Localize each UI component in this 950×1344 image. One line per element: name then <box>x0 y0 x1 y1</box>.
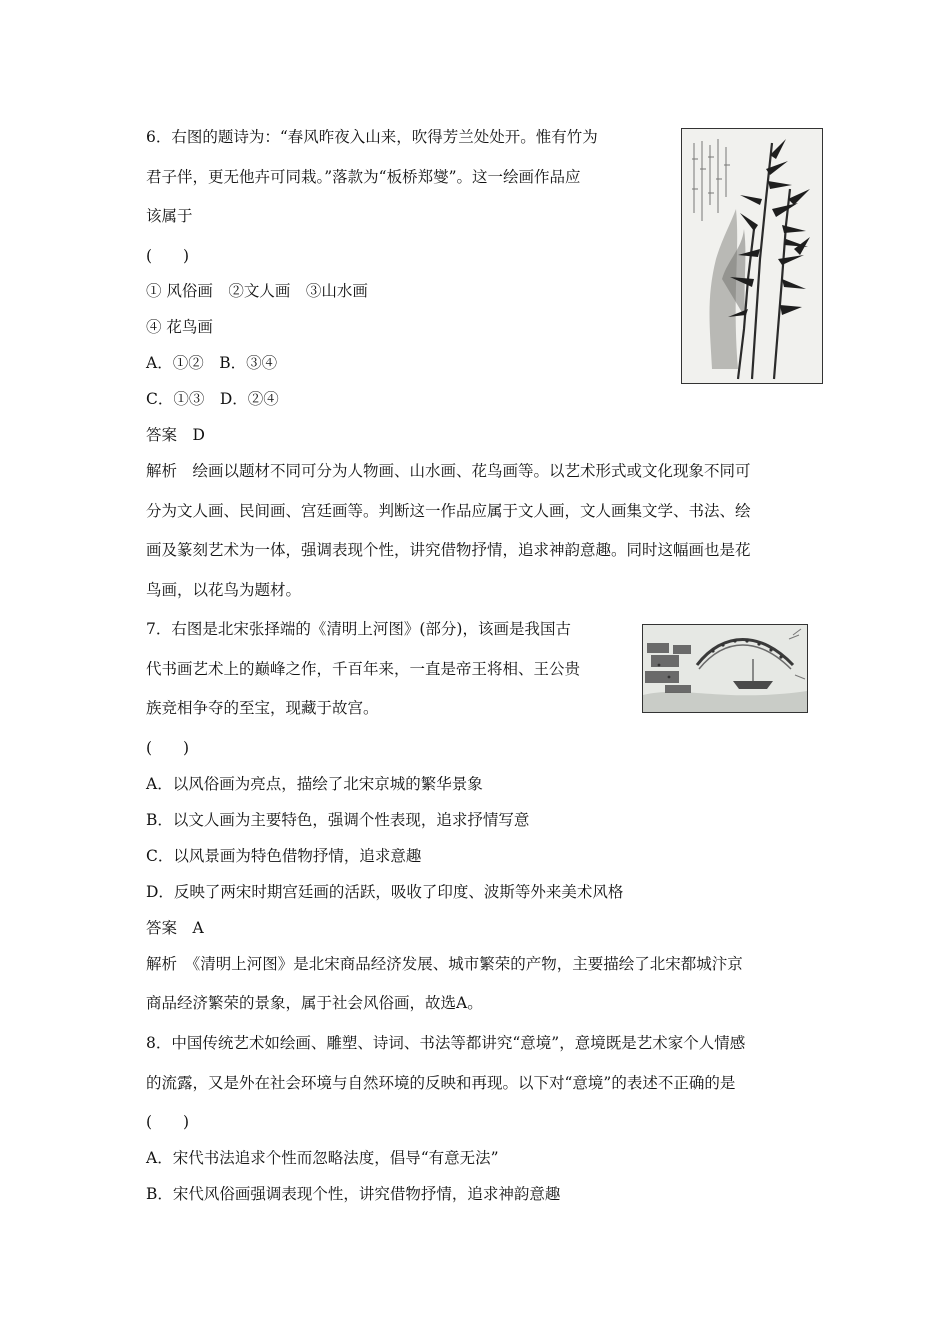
q7-option-b: B．以文人画为主要特色，强调个性表现，追求抒情写意 <box>146 811 530 829</box>
q7-option-d: D．反映了两宋时期宫廷画的活跃，吸收了印度、波斯等外来美术风格 <box>146 883 624 901</box>
q6-choice-cd: C．①③ D．②④ <box>146 390 279 408</box>
qingming-scroll-illustration <box>643 625 807 712</box>
q6-options-line1: ① 风俗画 ②文人画 ③山水画 <box>146 282 368 300</box>
bamboo-painting-image <box>681 128 823 384</box>
q6-explanation-line2: 分为文人画、民间画、宫廷画等。判断这一作品应属于文人画，文人画集文学、书法、绘 <box>146 502 751 520</box>
q7-stem-line1: 7．右图是北宋张择端的《清明上河图》(部分)，该画是我国古 <box>146 620 571 638</box>
q6-stem-line1: 6．右图的题诗为：“春风昨夜入山来，吹得芳兰处处开。惟有竹为 <box>146 128 598 146</box>
q7-option-c: C．以风景画为特色借物抒情，追求意趣 <box>146 847 422 865</box>
q6-choice-ab: A．①② B．③④ <box>146 354 278 372</box>
q7-explanation-line1: 解析 《清明上河图》是北宋商品经济发展、城市繁荣的产物，主要描绘了北宋都城汴京 <box>146 955 743 973</box>
bamboo-painting-illustration <box>682 129 822 383</box>
q8-option-a: A．宋代书法追求个性而忽略法度，倡导“有意无法” <box>146 1149 499 1167</box>
q6-options-line2: ④ 花鸟画 <box>146 318 213 336</box>
q6-explanation-line1: 解析 绘画以题材不同可分为人物画、山水画、花鸟画等。以艺术形式或文化现象不同可 <box>146 462 751 480</box>
q6-explanation-line4: 鸟画，以花鸟为题材。 <box>146 581 302 599</box>
q7-explanation-line2: 商品经济繁荣的景象，属于社会风俗画，故选A。 <box>146 994 483 1012</box>
q8-answer-paren: ( ) <box>146 1113 190 1131</box>
q8-stem-line1: 8．中国传统艺术如绘画、雕塑、诗词、书法等都讲究“意境”，意境既是艺术家个人情感 <box>146 1034 746 1052</box>
q6-stem-line3: 该属于 <box>146 207 193 225</box>
q7-option-a: A．以风俗画为亮点，描绘了北宋京城的繁华景象 <box>146 775 483 793</box>
q8-option-b: B．宋代风俗画强调表现个性，讲究借物抒情，追求神韵意趣 <box>146 1185 561 1203</box>
q7-stem-line2: 代书画艺术上的巅峰之作，千百年来，一直是帝王将相、王公贵 <box>146 660 581 678</box>
q7-answer-paren: ( ) <box>146 739 190 757</box>
q6-answer-paren: ( ) <box>146 247 190 265</box>
q7-stem-line3: 族竞相争夺的至宝，现藏于故宫。 <box>146 699 379 717</box>
q7-answer: 答案 A <box>146 919 204 937</box>
q6-explanation-line3: 画及篆刻艺术为一体，强调表现个性，讲究借物抒情，追求神韵意趣。同时这幅画也是花 <box>146 541 751 559</box>
qingming-scroll-image <box>642 624 808 713</box>
q6-stem-line2: 君子伴，更无他卉可同栽。”落款为“板桥郑燮”。这一绘画作品应 <box>146 168 581 186</box>
q6-answer: 答案 D <box>146 426 205 444</box>
q8-stem-line2: 的流露，又是外在社会环境与自然环境的反映和再现。以下对“意境”的表述不正确的是 <box>146 1074 736 1092</box>
